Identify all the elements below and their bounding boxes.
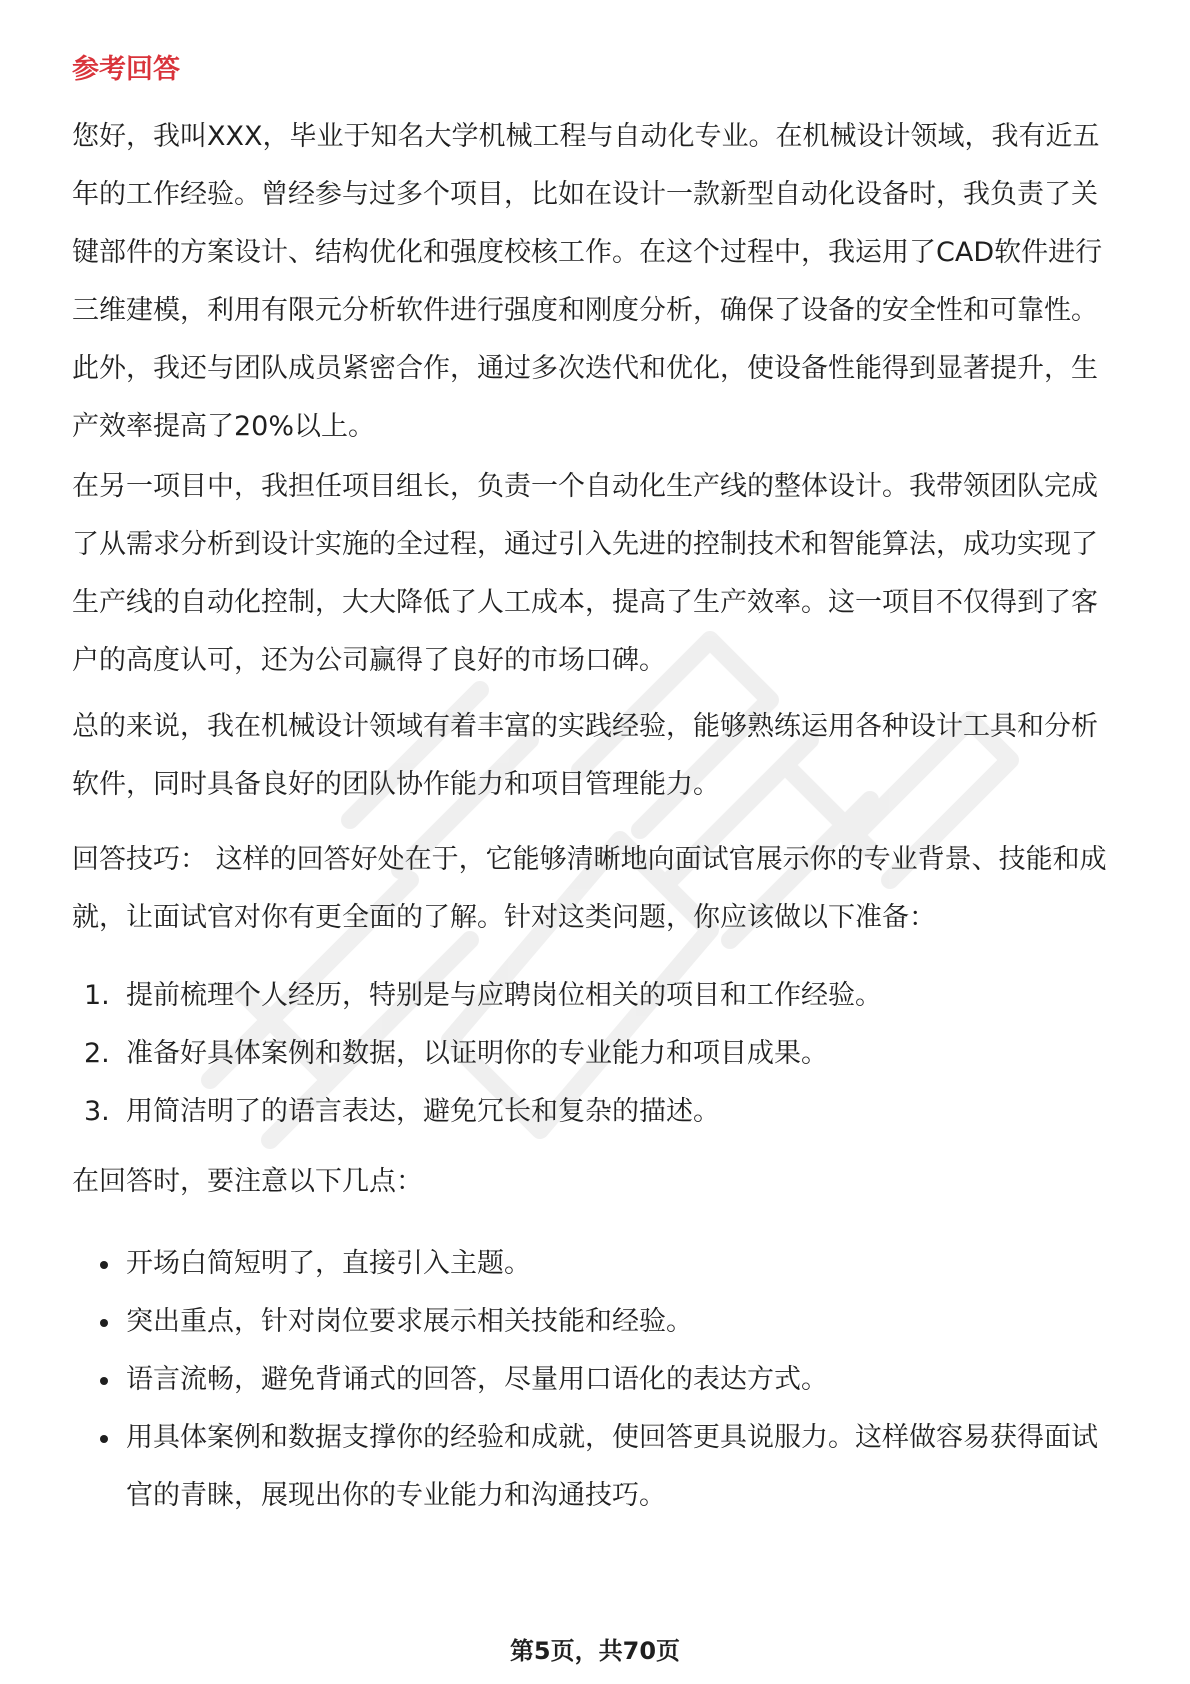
list-item (72, 967, 1122, 1025)
list-item-text: 用简洁明了的语言表达，避免冗长和复杂的描述。 (126, 1096, 720, 1127)
list-item (72, 1235, 1122, 1293)
answer-paragraph-3: 总的来说，我在机械设计领域有着丰富的实践经验，能够熟练运用各种设计工具和分析软件，同时具备良好的团队协作能力和项目管理能力。 (72, 711, 1098, 800)
list-item (72, 1351, 1122, 1409)
list-number: 3. (84, 1096, 110, 1127)
section-heading: 参考回答 (72, 54, 180, 85)
list-item (72, 1083, 1122, 1141)
answer-paragraph-1: 您好，我叫XXX，毕业于知名大学机械工程与自动化专业。在机械设计领域，我有近五年的工作经验。曾经参与过多个项目，比如在设计一款新型自动化设备时，我负责了关键部件的方案设计、结构优化和强度校核工作。在这个过程中，我运用了CAD软件进行三维建模，利用有限元分析软件进行强度和刚度分析，确保了设备的安全性和可靠性。此外，我还与团队成员紧密合作，通过多次迭代和优化，使设备性能得到显著提升，生产效率提高了20%以上。 (72, 121, 1103, 442)
list-item-text: 突出重点，针对岗位要求展示相关技能和经验。 (126, 1306, 693, 1337)
list-item-text: 开场白简短明了，直接引入主题。 (126, 1248, 531, 1279)
page-number: 第5页，共70页 (509, 1637, 681, 1665)
answer-paragraph-2: 在另一项目中，我担任项目组长，负责一个自动化生产线的整体设计。我带领团队完成了从需求分析到设计实施的全过程，通过引入先进的控制技术和智能算法，成功实现了生产线的自动化控制，大大降低了人工成本，提高了生产效率。这一项目不仅得到了客户的高度认可，还为公司赢得了良好的市场口碑。 (72, 471, 1098, 676)
list-item (72, 1025, 1122, 1083)
list-item-text: 用具体案例和数据支撑你的经验和成就，使回答更具说服力。这样做容易获得面试官的青睐，展现出你的专业能力和沟通技巧。 (126, 1422, 1098, 1511)
bullet-icon (100, 1319, 108, 1327)
list-item-text: 提前梳理个人经历，特别是与应聘岗位相关的项目和工作经验。 (126, 980, 882, 1011)
bullet-icon (100, 1377, 108, 1385)
list-item-text: 语言流畅，避免背诵式的回答，尽量用口语化的表达方式。 (126, 1364, 828, 1395)
list-item-text: 准备好具体案例和数据，以证明你的专业能力和项目成果。 (126, 1038, 828, 1069)
numbered-list (72, 967, 1122, 1141)
bullet-icon (100, 1435, 108, 1443)
bullet-list (72, 1235, 1122, 1525)
tips-paragraph: 回答技巧： 这样的回答好处在于，它能够清晰地向面试官展示你的专业背景、技能和成就，让面试官对你有更全面的了解。针对这类问题，你应该做以下准备： (72, 844, 1107, 933)
bullet-icon (100, 1261, 108, 1269)
list-number: 2. (84, 1038, 110, 1069)
list-item (72, 1409, 1122, 1525)
list-item (72, 1293, 1122, 1351)
list-number: 1. (84, 980, 110, 1011)
points-intro: 在回答时，要注意以下几点： (72, 1166, 423, 1197)
